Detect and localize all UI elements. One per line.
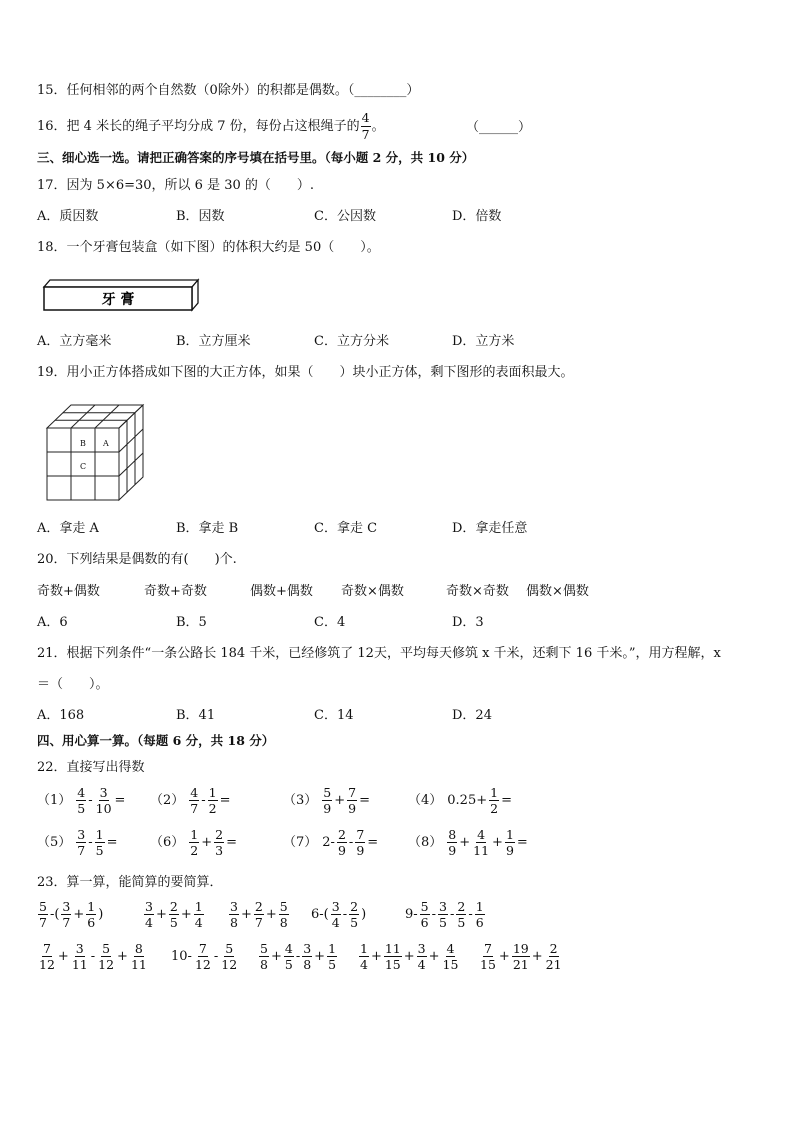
fraction	[194, 900, 204, 929]
denominator: 6	[420, 915, 429, 931]
box-label: 牙 膏	[101, 292, 135, 308]
denominator: 11	[130, 957, 147, 973]
question-17-text: 17．因为 5×6=30，所以 6 是 30 的（ ）.	[37, 178, 315, 193]
answer-blank[interactable]: ________	[354, 83, 407, 98]
simplify-item-6	[37, 942, 149, 971]
simplify-item-10	[478, 942, 564, 971]
numerator: 4	[446, 941, 455, 956]
option-a[interactable]: A．质因数	[37, 209, 99, 224]
option-a[interactable]: A．168	[37, 708, 85, 723]
operator: +	[492, 835, 503, 851]
denominator: 10	[95, 801, 112, 817]
option-d[interactable]: D．3	[452, 615, 484, 630]
operator: +	[155, 907, 167, 923]
denominator: 5	[328, 957, 337, 973]
fraction	[327, 942, 337, 971]
numerator: 5	[225, 941, 234, 956]
numerator: 7	[348, 785, 357, 800]
item-label: （1）	[37, 793, 72, 809]
option-c[interactable]: C．公因数	[314, 209, 376, 224]
fraction	[220, 942, 238, 971]
fraction	[189, 786, 199, 815]
fraction	[76, 828, 86, 857]
denominator: 9	[348, 801, 357, 817]
equals-sign: =	[219, 793, 231, 809]
denominator: 4	[417, 957, 426, 973]
cube-label-a: A	[103, 439, 109, 448]
operator: -	[342, 907, 348, 923]
denominator: 4	[194, 915, 203, 931]
operator: -	[295, 949, 301, 965]
fraction	[95, 828, 105, 857]
operator: +	[334, 793, 346, 809]
numerator: 4	[477, 827, 486, 842]
operator: -	[201, 793, 206, 809]
operator: 6-(	[311, 907, 329, 923]
cube-figure	[44, 403, 148, 503]
denominator: 7	[62, 915, 71, 931]
operator: +	[498, 949, 510, 965]
equals-sign: =	[359, 793, 370, 809]
fraction	[322, 786, 332, 815]
item-label: （2）	[150, 793, 185, 809]
fraction	[347, 786, 357, 815]
numerator: 1	[95, 827, 104, 842]
calc-item-2	[150, 786, 232, 815]
calc-item-8	[408, 828, 529, 857]
denominator: 9	[356, 843, 365, 859]
operator: +	[428, 949, 440, 965]
simplify-item-7	[170, 942, 239, 971]
denominator: 8	[279, 915, 288, 931]
calc-item-4	[408, 786, 513, 815]
denominator: 7	[190, 801, 199, 817]
denominator: 2	[490, 801, 499, 817]
denominator: 9	[505, 843, 514, 859]
numerator: 2	[457, 899, 466, 914]
denominator: 7	[39, 915, 47, 931]
expression	[37, 828, 119, 857]
expression	[37, 942, 149, 971]
operator: +	[370, 949, 382, 965]
question-15-text: 15．任何相邻的两个自然数（0除外）的积都是偶数。（	[37, 83, 355, 98]
denominator: 15	[442, 957, 459, 973]
denominator: 7	[254, 915, 263, 931]
fraction	[475, 900, 485, 929]
fraction	[38, 900, 48, 929]
option-b[interactable]: B．立方厘米	[176, 334, 251, 349]
fraction	[130, 942, 148, 971]
denominator: 2	[208, 801, 217, 817]
equals-sign: =	[501, 793, 512, 809]
fraction	[545, 942, 563, 971]
expression	[283, 828, 379, 857]
fraction	[76, 786, 86, 815]
fraction	[512, 942, 530, 971]
fraction	[254, 900, 264, 929]
option-a[interactable]: A．立方毫米	[37, 334, 112, 349]
operator: +	[117, 949, 128, 965]
denominator: 9	[448, 843, 457, 859]
option-b[interactable]: B．41	[176, 708, 216, 723]
option-c[interactable]: C．14	[314, 708, 354, 723]
operator: +	[270, 949, 282, 965]
fraction	[349, 900, 359, 929]
numerator: 7	[42, 941, 51, 956]
expr-item: 偶数×偶数	[526, 584, 589, 599]
operator: +	[265, 907, 277, 923]
question-20-text: 20．下列结果是偶数的有( )个.	[37, 552, 237, 567]
expression	[143, 900, 205, 929]
numerator: 3	[303, 941, 312, 956]
fraction	[456, 900, 466, 929]
fraction	[189, 828, 199, 857]
denominator: 6	[87, 915, 96, 931]
fraction	[259, 942, 269, 971]
numerator: 3	[62, 899, 71, 914]
operator: -	[348, 835, 354, 851]
denominator: 5	[169, 915, 178, 931]
numerator: 5	[420, 899, 429, 914]
numerator: 4	[190, 785, 199, 800]
numerator: 3	[331, 899, 340, 914]
fraction	[505, 828, 515, 857]
operator: +	[57, 949, 69, 965]
numerator: 2	[254, 899, 263, 914]
item-label: （3）	[283, 793, 318, 809]
operator: -	[213, 949, 219, 965]
numerator: 2	[549, 941, 558, 956]
fraction	[447, 828, 457, 857]
fraction	[38, 942, 56, 971]
option-b[interactable]: B．拿走 B	[176, 521, 239, 536]
question-16-answer: （______）	[466, 120, 532, 135]
numerator: 4	[77, 785, 86, 800]
numerator: 4	[284, 941, 293, 956]
equals-sign: =	[367, 835, 379, 851]
fraction	[438, 900, 448, 929]
numerator: 5	[39, 899, 47, 914]
numerator: 3	[230, 899, 238, 914]
denominator: 11	[71, 957, 88, 973]
denominator: 5	[439, 915, 447, 931]
expr-prefix: 2-	[322, 835, 335, 851]
operator: )	[361, 907, 367, 923]
denominator: 12	[98, 957, 115, 973]
numerator: 2	[350, 899, 359, 914]
numerator: 7	[356, 827, 365, 842]
expression	[283, 786, 371, 815]
expression	[37, 900, 104, 929]
numerator: 1	[328, 941, 337, 956]
numerator: 1	[190, 827, 199, 842]
expression	[408, 786, 513, 815]
fraction	[208, 786, 218, 815]
numerator: 8	[134, 941, 143, 956]
numerator: 1	[360, 941, 368, 956]
fraction	[302, 942, 312, 971]
numerator: 2	[215, 827, 224, 842]
fraction	[144, 900, 154, 929]
option-c[interactable]: C．4	[314, 615, 346, 630]
fraction	[95, 786, 113, 815]
operator: +	[73, 907, 85, 923]
fraction	[169, 900, 179, 929]
fraction	[479, 942, 497, 971]
numerator: 3	[77, 827, 86, 842]
numerator: 3	[99, 785, 108, 800]
paren-close: ）	[406, 83, 420, 98]
fraction	[229, 900, 239, 929]
fraction	[337, 828, 347, 857]
operator: +	[459, 835, 471, 851]
denominator: 8	[260, 957, 268, 973]
denominator: 15	[384, 957, 401, 973]
fraction	[284, 942, 294, 971]
fraction	[359, 942, 369, 971]
expr-item: 偶数+偶数	[250, 584, 313, 599]
expression	[404, 900, 486, 929]
numerator: 5	[260, 941, 268, 956]
simplify-item-1	[37, 900, 104, 929]
numerator: 1	[505, 827, 514, 842]
denominator: 4	[145, 915, 153, 931]
operator: +	[314, 949, 326, 965]
simplify-item-9	[358, 942, 460, 971]
numerator: 1	[475, 899, 484, 914]
denominator: 4	[360, 957, 368, 973]
numerator: 1	[194, 899, 203, 914]
denominator: 3	[215, 843, 224, 859]
simplify-item-3	[228, 900, 290, 929]
denominator: 12	[221, 957, 238, 973]
question-16: 16．把 4 米长的绳子平均分成 7 份，每份占这根绳子的 $\frac{4}{7}$ 。	[37, 110, 385, 142]
numerator: 5	[323, 785, 332, 800]
expression	[37, 786, 126, 815]
question-22-text: 22．直接写出得数	[37, 760, 145, 775]
denominator: 15	[480, 957, 496, 973]
fraction	[194, 942, 212, 971]
calc-item-5	[37, 828, 119, 857]
item-label: （6）	[150, 835, 185, 851]
simplify-item-5	[404, 900, 486, 929]
denominator: 5	[77, 801, 86, 817]
denominator: 8	[303, 957, 312, 973]
simplify-item-8	[258, 942, 338, 971]
item-label: （4）	[408, 793, 443, 809]
toothpaste-box-figure	[42, 277, 200, 313]
fraction	[61, 900, 71, 929]
operator: 10-	[171, 949, 192, 965]
operator: +	[240, 907, 252, 923]
operator: -	[431, 907, 437, 923]
simplify-item-4	[310, 900, 367, 929]
cube-label-c: C	[80, 462, 87, 471]
item-label: （7）	[283, 835, 318, 851]
fraction	[331, 900, 341, 929]
fraction	[384, 942, 402, 971]
expr-prefix: 0.25+	[447, 793, 488, 809]
option-b[interactable]: B．因数	[176, 209, 225, 224]
denominator: 11	[473, 843, 490, 859]
option-c[interactable]: C．立方分米	[314, 334, 389, 349]
option-a[interactable]: A．6	[37, 615, 68, 630]
calc-item-6	[150, 828, 238, 857]
equals-sign: =	[114, 793, 126, 809]
numerator: 2	[169, 899, 178, 914]
option-a[interactable]: A．拿走 A	[37, 521, 99, 536]
option-d[interactable]: D．拿走任意	[452, 521, 528, 536]
denominator: 4	[331, 915, 340, 931]
simplify-item-2	[143, 900, 205, 929]
expression	[358, 942, 460, 971]
denominator: 5	[284, 957, 293, 973]
question-23-text: 23．算一算，能简算的要简算．	[37, 875, 223, 890]
item-label: （8）	[408, 835, 443, 851]
answer-blank[interactable]: ______	[479, 120, 519, 135]
operator: -	[88, 835, 93, 851]
numerator: 11	[384, 941, 401, 956]
denominator: 5	[457, 915, 466, 931]
denominator: 5	[350, 915, 359, 931]
operator: +	[531, 949, 543, 965]
numerator: 3	[439, 899, 447, 914]
numerator: 7	[198, 941, 207, 956]
option-b[interactable]: B．5	[176, 615, 207, 630]
cube-label-b: B	[80, 439, 86, 448]
numerator: 3	[417, 941, 426, 956]
expression	[150, 828, 238, 857]
option-d[interactable]: D．立方米	[452, 334, 515, 349]
numerator: 1	[208, 785, 217, 800]
numerator: 19	[512, 941, 529, 956]
numerator: 3	[145, 899, 153, 914]
numerator: 3	[75, 941, 84, 956]
fraction	[97, 942, 115, 971]
operator: -	[468, 907, 473, 923]
fraction	[417, 942, 427, 971]
numerator: 5	[102, 941, 111, 956]
fraction	[420, 900, 430, 929]
denominator: 8	[230, 915, 238, 931]
denominator: 9	[337, 843, 346, 859]
section-4-title: 四、用心算一算。（每题 6 分，共 18 分）	[37, 733, 275, 748]
fraction	[279, 900, 289, 929]
expression	[310, 900, 367, 929]
calc-item-3	[283, 786, 371, 815]
section-3-title: 三、细心选一选。请把正确答案的序号填在括号里。（每小题 2 分，共 10 分）	[37, 150, 475, 165]
denominator: 6	[475, 915, 484, 931]
numerator: 2	[337, 827, 346, 842]
expr-item: 奇数+偶数	[37, 584, 100, 599]
calc-item-7	[283, 828, 379, 857]
option-d[interactable]: D．倍数	[452, 209, 502, 224]
operator: )	[98, 907, 104, 923]
item-label: （5）	[37, 835, 72, 851]
numerator: 1	[490, 785, 499, 800]
denominator: 12	[39, 957, 55, 973]
denominator: 7	[77, 843, 86, 859]
expr-item: 奇数×偶数	[341, 584, 404, 599]
fraction	[86, 900, 96, 929]
equals-sign: =	[226, 835, 237, 851]
operator: +	[180, 907, 192, 923]
question-19-text: 19．用小正方体搭成如下图的大正方体，如果（ ）块小正方体，剩下图形的表面积最大。	[37, 365, 574, 380]
operator: -	[88, 793, 93, 809]
expression	[228, 900, 290, 929]
denominator: 21	[545, 957, 562, 973]
question-21-line1: 21．根据下列条件“一条公路长 184 千米，已经修筑了 12天，平均每天修筑 x 千米，还剩下 16 千米。”，用方程解，x	[37, 646, 721, 661]
denominator: 9	[323, 801, 332, 817]
expr-item: 奇数+奇数	[144, 584, 207, 599]
equals-sign: =	[516, 835, 528, 851]
expression	[258, 942, 338, 971]
numerator: 7	[483, 941, 492, 956]
fraction	[355, 828, 365, 857]
operator: +	[403, 949, 415, 965]
expression	[478, 942, 564, 971]
option-c[interactable]: C．拿走 C	[314, 521, 378, 536]
fraction	[489, 786, 499, 815]
fraction	[214, 828, 224, 857]
denominator: 2	[190, 843, 199, 859]
denominator: 5	[95, 843, 104, 859]
expr-item: 奇数×奇数	[446, 584, 509, 599]
operator: -	[449, 907, 455, 923]
fraction	[472, 828, 490, 857]
fraction: $\frac{4}{7}$	[361, 110, 370, 142]
equals-sign: =	[106, 835, 118, 851]
question-21-line2: ＝（ ）。	[37, 677, 109, 692]
fraction	[71, 942, 89, 971]
question-16-text: 16．把 4 米长的绳子平均分成 7 份，每份占这根绳子的	[37, 118, 360, 134]
operator: -(	[49, 907, 60, 923]
denominator: 21	[512, 957, 529, 973]
operator: +	[201, 835, 213, 851]
numerator: 8	[448, 827, 457, 842]
expression	[170, 942, 239, 971]
question-18-text: 18．一个牙膏包装盒（如下图）的体积大约是 50（ ）。	[37, 240, 380, 255]
numerator: 1	[87, 899, 96, 914]
calc-item-1	[37, 786, 126, 815]
question-15	[37, 84, 419, 97]
fraction	[442, 942, 460, 971]
numerator: 5	[279, 899, 288, 914]
operator: -	[90, 949, 96, 965]
option-d[interactable]: D．24	[452, 708, 492, 723]
expression	[150, 786, 232, 815]
expression	[408, 828, 529, 857]
denominator: 12	[194, 957, 211, 973]
operator: 9-	[405, 907, 418, 923]
